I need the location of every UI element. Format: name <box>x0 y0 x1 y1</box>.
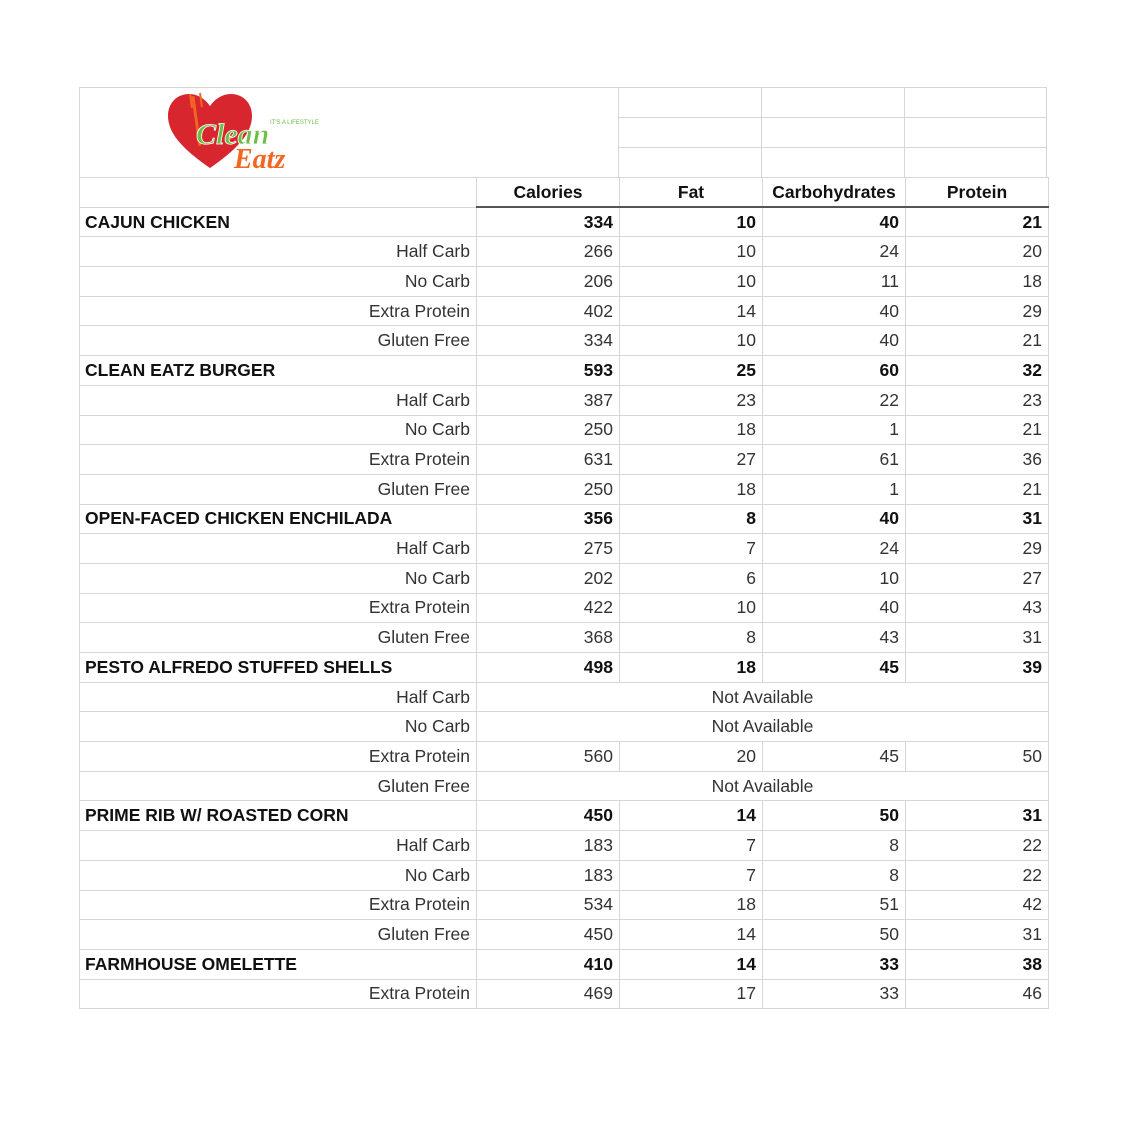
variant-label: Half Carb <box>80 237 477 267</box>
variant-row <box>80 890 1049 920</box>
variant-carbohydrates: 61 <box>763 445 906 475</box>
variant-label: Gluten Free <box>80 771 477 801</box>
header-carbohydrates: Carbohydrates <box>763 178 906 208</box>
meal-carbohydrates: 40 <box>763 504 906 534</box>
meal-calories: 593 <box>477 356 620 386</box>
variant-protein: 21 <box>906 415 1049 445</box>
column-header-row <box>80 178 1049 208</box>
variant-carbohydrates: 40 <box>763 296 906 326</box>
variant-fat: 10 <box>620 267 763 297</box>
variant-row <box>80 860 1049 890</box>
variant-fat: 7 <box>620 534 763 564</box>
header-blank-cells <box>904 87 1047 177</box>
variant-fat: 10 <box>620 326 763 356</box>
variant-label: Gluten Free <box>80 474 477 504</box>
variant-carbohydrates: 40 <box>763 593 906 623</box>
meal-carbohydrates: 33 <box>763 949 906 979</box>
meal-fat: 14 <box>620 801 763 831</box>
meal-carbohydrates: 45 <box>763 653 906 683</box>
meal-row <box>80 207 1049 237</box>
variant-fat: 27 <box>620 445 763 475</box>
variant-protein: 20 <box>906 237 1049 267</box>
variant-calories: 450 <box>477 920 620 950</box>
variant-carbohydrates: 45 <box>763 742 906 772</box>
meal-carbohydrates: 50 <box>763 801 906 831</box>
variant-fat: 10 <box>620 237 763 267</box>
meal-calories: 498 <box>477 653 620 683</box>
variant-row <box>80 979 1049 1009</box>
variant-calories: 266 <box>477 237 620 267</box>
variant-label: Extra Protein <box>80 742 477 772</box>
variant-label: Gluten Free <box>80 326 477 356</box>
variant-carbohydrates: 24 <box>763 534 906 564</box>
variant-calories: 250 <box>477 415 620 445</box>
variant-label: Extra Protein <box>80 593 477 623</box>
variant-row <box>80 267 1049 297</box>
variant-calories: 560 <box>477 742 620 772</box>
clean-eatz-logo <box>166 92 336 172</box>
variant-calories: 422 <box>477 593 620 623</box>
variant-row <box>80 474 1049 504</box>
variant-label: Half Carb <box>80 385 477 415</box>
variant-calories: 631 <box>477 445 620 475</box>
meal-fat: 14 <box>620 949 763 979</box>
meal-fat: 18 <box>620 653 763 683</box>
variant-fat: 14 <box>620 296 763 326</box>
variant-label: No Carb <box>80 267 477 297</box>
variant-label: Extra Protein <box>80 445 477 475</box>
logo-word-clean: Clean <box>196 118 270 151</box>
meal-row <box>80 801 1049 831</box>
variant-label: Gluten Free <box>80 623 477 653</box>
variant-row <box>80 712 1049 742</box>
variant-label: Half Carb <box>80 831 477 861</box>
variant-protein: 42 <box>906 890 1049 920</box>
logo-word-eatz: Eatz <box>234 144 286 172</box>
not-available-cell: Not Available <box>477 682 1049 712</box>
variant-fat: 18 <box>620 474 763 504</box>
meal-name: OPEN-FACED CHICKEN ENCHILADA <box>80 504 477 534</box>
variant-carbohydrates: 50 <box>763 920 906 950</box>
meal-calories: 356 <box>477 504 620 534</box>
variant-protein: 29 <box>906 296 1049 326</box>
variant-fat: 17 <box>620 979 763 1009</box>
variant-fat: 18 <box>620 415 763 445</box>
meal-name: PESTO ALFREDO STUFFED SHELLS <box>80 653 477 683</box>
variant-protein: 21 <box>906 474 1049 504</box>
variant-fat: 8 <box>620 623 763 653</box>
meal-name: CAJUN CHICKEN <box>80 207 477 237</box>
variant-row <box>80 534 1049 564</box>
header-blank-cells <box>618 87 761 177</box>
variant-row <box>80 445 1049 475</box>
header-blank-cells <box>761 87 904 177</box>
variant-protein: 27 <box>906 563 1049 593</box>
meal-name: PRIME RIB W/ ROASTED CORN <box>80 801 477 831</box>
variant-carbohydrates: 8 <box>763 831 906 861</box>
logo-cell <box>79 87 618 177</box>
variant-row <box>80 742 1049 772</box>
meal-protein: 31 <box>906 801 1049 831</box>
variant-protein: 31 <box>906 623 1049 653</box>
variant-label: No Carb <box>80 563 477 593</box>
variant-fat: 20 <box>620 742 763 772</box>
variant-row <box>80 831 1049 861</box>
variant-protein: 18 <box>906 267 1049 297</box>
variant-protein: 46 <box>906 979 1049 1009</box>
variant-carbohydrates: 8 <box>763 860 906 890</box>
variant-row <box>80 593 1049 623</box>
variant-carbohydrates: 1 <box>763 415 906 445</box>
variant-protein: 29 <box>906 534 1049 564</box>
meal-calories: 450 <box>477 801 620 831</box>
variant-label: Half Carb <box>80 534 477 564</box>
variant-row <box>80 296 1049 326</box>
meal-protein: 32 <box>906 356 1049 386</box>
variant-row <box>80 326 1049 356</box>
variant-calories: 206 <box>477 267 620 297</box>
meal-protein: 21 <box>906 207 1049 237</box>
meal-row <box>80 504 1049 534</box>
variant-calories: 469 <box>477 979 620 1009</box>
nutrition-sheet <box>79 87 1047 1009</box>
variant-row <box>80 771 1049 801</box>
variant-protein: 21 <box>906 326 1049 356</box>
meal-name: FARMHOUSE OMELETTE <box>80 949 477 979</box>
header-protein: Protein <box>906 178 1049 208</box>
variant-calories: 534 <box>477 890 620 920</box>
variant-fat: 6 <box>620 563 763 593</box>
variant-label: No Carb <box>80 860 477 890</box>
header-fat: Fat <box>620 178 763 208</box>
variant-protein: 50 <box>906 742 1049 772</box>
variant-row <box>80 920 1049 950</box>
variant-calories: 202 <box>477 563 620 593</box>
variant-row <box>80 682 1049 712</box>
meal-name: CLEAN EATZ BURGER <box>80 356 477 386</box>
variant-calories: 183 <box>477 831 620 861</box>
meal-row <box>80 356 1049 386</box>
variant-calories: 334 <box>477 326 620 356</box>
variant-row <box>80 385 1049 415</box>
meal-row <box>80 653 1049 683</box>
variant-row <box>80 237 1049 267</box>
variant-carbohydrates: 24 <box>763 237 906 267</box>
meal-calories: 410 <box>477 949 620 979</box>
meal-protein: 39 <box>906 653 1049 683</box>
not-available-cell: Not Available <box>477 771 1049 801</box>
variant-protein: 22 <box>906 831 1049 861</box>
header-calories: Calories <box>477 178 620 208</box>
variant-label: No Carb <box>80 712 477 742</box>
meal-row <box>80 949 1049 979</box>
variant-protein: 36 <box>906 445 1049 475</box>
meal-protein: 38 <box>906 949 1049 979</box>
variant-carbohydrates: 1 <box>763 474 906 504</box>
variant-row <box>80 563 1049 593</box>
variant-calories: 387 <box>477 385 620 415</box>
variant-carbohydrates: 51 <box>763 890 906 920</box>
variant-label: Gluten Free <box>80 920 477 950</box>
variant-fat: 10 <box>620 593 763 623</box>
variant-fat: 23 <box>620 385 763 415</box>
variant-calories: 402 <box>477 296 620 326</box>
variant-calories: 368 <box>477 623 620 653</box>
variant-carbohydrates: 11 <box>763 267 906 297</box>
sheet-header <box>79 87 1047 177</box>
variant-fat: 18 <box>620 890 763 920</box>
nutrition-table <box>79 177 1049 1009</box>
meal-fat: 10 <box>620 207 763 237</box>
variant-row <box>80 623 1049 653</box>
variant-label: Extra Protein <box>80 890 477 920</box>
variant-fat: 7 <box>620 860 763 890</box>
meal-fat: 8 <box>620 504 763 534</box>
logo-tagline: IT'S A LIFESTYLE <box>270 120 319 126</box>
variant-label: Extra Protein <box>80 979 477 1009</box>
variant-carbohydrates: 40 <box>763 326 906 356</box>
variant-label: Extra Protein <box>80 296 477 326</box>
variant-calories: 250 <box>477 474 620 504</box>
variant-calories: 275 <box>477 534 620 564</box>
meal-carbohydrates: 40 <box>763 207 906 237</box>
variant-row <box>80 415 1049 445</box>
variant-carbohydrates: 33 <box>763 979 906 1009</box>
header-empty-cell <box>80 178 477 208</box>
variant-protein: 31 <box>906 920 1049 950</box>
variant-protein: 22 <box>906 860 1049 890</box>
meal-protein: 31 <box>906 504 1049 534</box>
variant-fat: 7 <box>620 831 763 861</box>
variant-carbohydrates: 22 <box>763 385 906 415</box>
variant-protein: 43 <box>906 593 1049 623</box>
not-available-cell: Not Available <box>477 712 1049 742</box>
variant-calories: 183 <box>477 860 620 890</box>
variant-carbohydrates: 43 <box>763 623 906 653</box>
variant-carbohydrates: 10 <box>763 563 906 593</box>
variant-label: Half Carb <box>80 682 477 712</box>
meal-calories: 334 <box>477 207 620 237</box>
variant-protein: 23 <box>906 385 1049 415</box>
variant-fat: 14 <box>620 920 763 950</box>
meal-fat: 25 <box>620 356 763 386</box>
meal-carbohydrates: 60 <box>763 356 906 386</box>
variant-label: No Carb <box>80 415 477 445</box>
